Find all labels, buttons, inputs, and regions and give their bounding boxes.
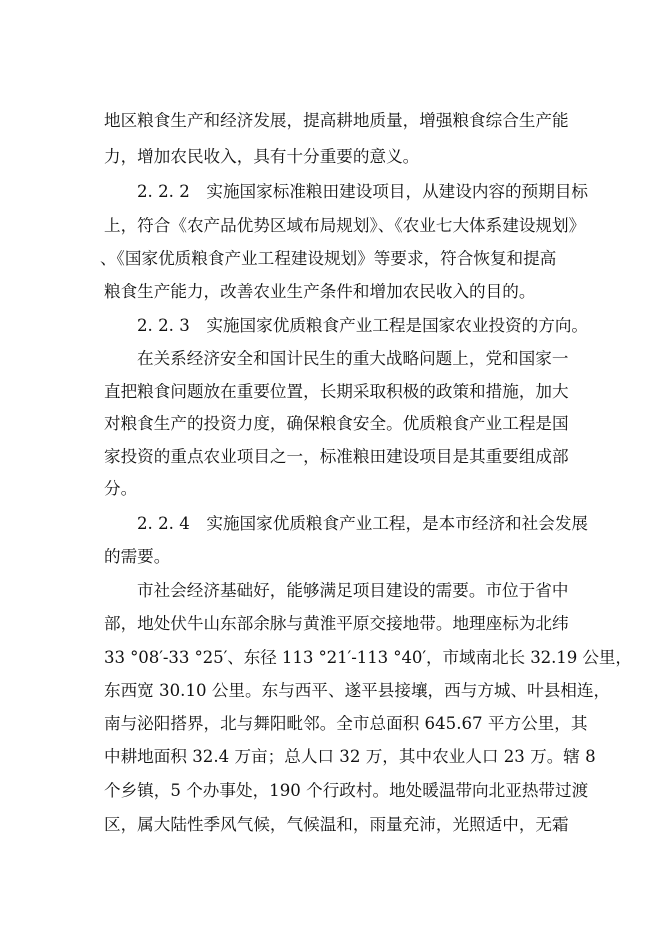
text-line: 对粮食生产的投资力度，确保粮食安全。优质粮食产业工程是国 <box>104 414 569 433</box>
section-heading-2-2-2: 2. 2. 2 实施国家标准粮田建设项目，从建设内容的预期目标 <box>137 182 589 201</box>
text-line: 的需要。 <box>104 547 171 566</box>
text-line: 东西宽 30.10 公里。东与西平、遂平县接壤，西与方城、叶县相连， <box>104 681 611 700</box>
text-line: 区，属大陆性季风气候，气候温和，雨量充沛，光照适中，无霜 <box>104 815 569 834</box>
text-line: 个乡镇，5 个办事处，190 个行政村。地处暖温带向北亚热带过渡 <box>104 781 589 800</box>
text-line: 直把粮食问题放在重要位置，长期采取积极的政策和措施，加大 <box>104 382 569 401</box>
paragraph-start: 市社会经济基础好，能够满足项目建设的需要。市位于省中 <box>137 581 569 600</box>
text-line: 、《国家优质粮食产业工程建设规划》等要求，符合恢复和提高 <box>100 249 557 268</box>
text-line: 地区粮食生产和经济发展，提高耕地质量，增强粮食综合生产能 <box>104 111 569 130</box>
text-line: 粮食生产能力，改善农业生产条件和增加农民收入的目的。 <box>104 282 536 301</box>
text-line: 力，增加农民收入，具有十分重要的意义。 <box>104 147 420 166</box>
section-heading-2-2-4: 2. 2. 4 实施国家优质粮食产业工程，是本市经济和社会发展 <box>137 514 589 533</box>
text-line: 中耕地面积 32.4 万亩；总人口 32 万，其中农业人口 23 万。辖 8 <box>104 747 596 766</box>
text-line: 南与泌阳搭界，北与舞阳毗邻。全市总面积 645.67 平方公里，其 <box>104 714 588 733</box>
paragraph-start: 在关系经济安全和国计民生的重大战略问题上，党和国家一 <box>137 349 569 368</box>
text-line: 33 °08′-33 °25′、东径 113 °21′-113 °40′，市域南北长 32.19 公里， <box>104 648 632 667</box>
text-line: 家投资的重点农业项目之一，标准粮田建设项目是其重要组成部 <box>104 447 569 466</box>
text-line: 部，地处伏牛山东部余脉与黄淮平原交接地带。地理座标为北纬 <box>104 614 569 633</box>
text-line: 上，符合《农产品优势区域布局规划》、《农业七大体系建设规划》 <box>104 216 586 235</box>
text-line: 分。 <box>104 479 138 498</box>
section-heading-2-2-3: 2. 2. 3 实施国家优质粮食产业工程是国家农业投资的方向。 <box>137 316 589 335</box>
